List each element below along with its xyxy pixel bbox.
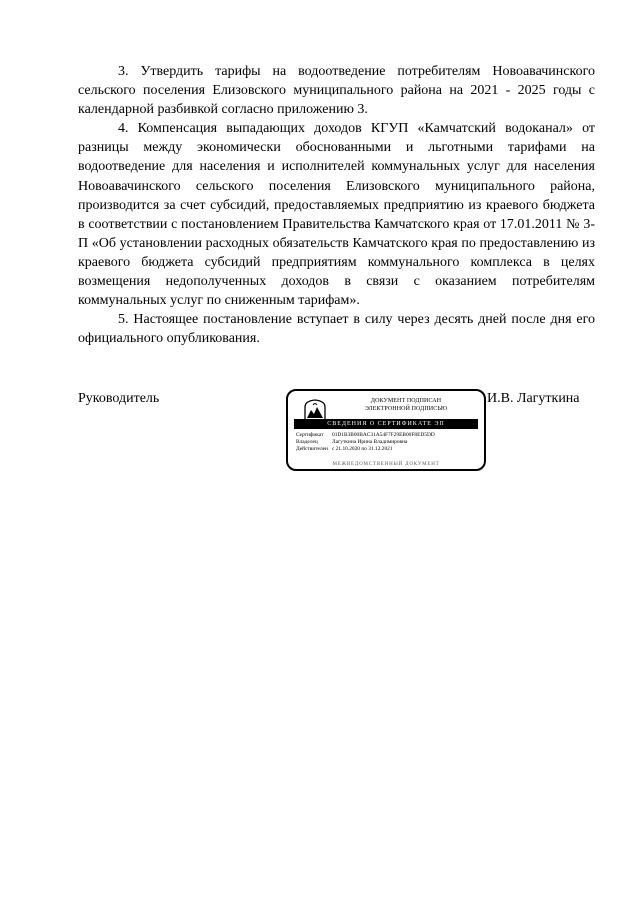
electronic-signature-stamp [286, 389, 486, 471]
stamp-row-valid [296, 446, 480, 453]
valid-label: Действителен [296, 446, 328, 452]
certificate-value: 01D1B3B00BAC31A54F7F29EB00F8ED5DD [332, 432, 435, 438]
stamp-title-line-2: ЭЛЕКТРОННОЙ ПОДПИСЬЮ [364, 406, 448, 412]
owner-value: Лагуткина Ирина Владимировна [332, 439, 408, 445]
paragraph-item-5: 5. Настоящее постановление вступает в силу через десять дней после дня его официального опубликования. [78, 312, 595, 347]
stamp-row-owner [296, 439, 480, 446]
signer-role: Руководитель [78, 391, 160, 406]
stamp-footer: МЕЖВЕДОМСТВЕННЫЙ ДОКУМЕНТ [332, 462, 440, 467]
owner-label: Владелец [296, 439, 318, 445]
valid-value: с 21.10.2020 по 31.12.2021 [332, 446, 393, 452]
stamp-title-line-1: ДОКУМЕНТ ПОДПИСАН [370, 398, 442, 404]
stamp-row-certificate [296, 432, 480, 439]
paragraph-item-4: 4. Компенсация выпадающих доходов КГУП «Камчатский водоканал» от разницы между экономически обоснованными и льготными тарифами на водоотведение для населения и исполнителей коммунальных услуг для населения Новоавачинского сельского поселения Елизовского муниципального района, производится за счет субсидий, предоставляемых предприятию из краевого бюджета в соответствии с постановлением Правительства Камчатского края от 17.01.2011 № 3-П «Об установлении расходных обязательств Камчатского края по предоставлению из краевого бюджета субсидий предприятиям коммунального комплекса в целях возмещения недополученных доходов в связи с оказанием потребителям коммунальных услуг по сниженным тарифам». [78, 121, 595, 309]
paragraph-item-3: 3. Утвердить тарифы на водоотведение потребителям Новоавачинского сельского поселения Елизовского муниципального района на 2021 - 2025 годы с календарной разбивкой согласно приложению 3. [78, 64, 595, 118]
certificate-label: Сертификат [296, 432, 324, 438]
stamp-certificate-bar: СВЕДЕНИЯ О СЕРТИФИКАТЕ ЭП [294, 419, 478, 429]
stamp-details [296, 432, 480, 453]
document-body [78, 62, 595, 348]
signer-name: И.В. Лагуткина [487, 391, 580, 406]
stamp-title [332, 397, 480, 413]
